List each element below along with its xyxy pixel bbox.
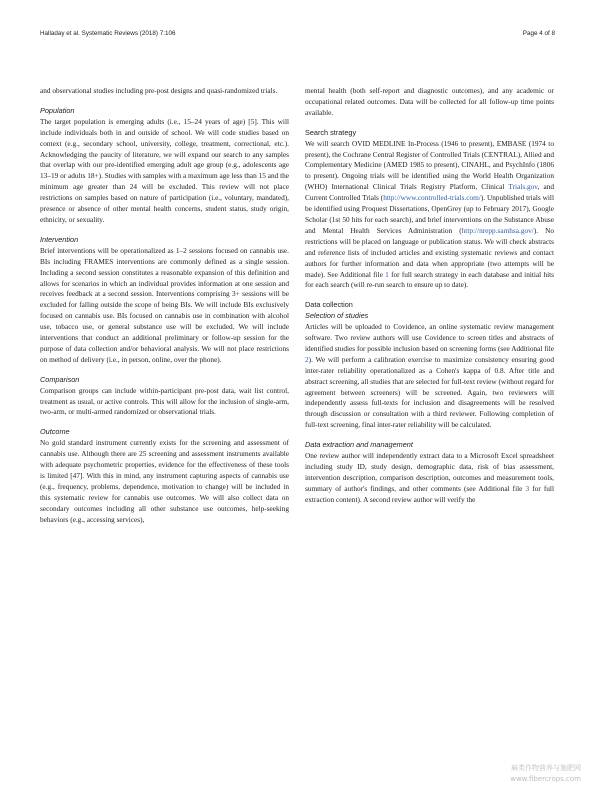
search-text: ). Unpublished trials will be identified using Proquest Dissertations, OpenGrey (up to February 2017), Google Scholar (1st 50 hits for each search), and brief interventions on the Substance Abuse and Mental Health Services Administration ( xyxy=(305,193,554,235)
search-paragraph xyxy=(305,139,554,292)
additional-file-1-link[interactable]: 1 xyxy=(385,269,389,279)
running-header: Halladay et al. Systematic Reviews (2018) 7:106 xyxy=(40,30,176,37)
samhsa-link[interactable]: http://nrepp.samhsa.gov/ xyxy=(461,225,534,235)
left-column xyxy=(40,86,289,535)
outcome-paragraph: No gold standard instrument currently exists for the screening and assessment of cannabis use. Although there are 25 screening and assessment instruments available with adequate psychometric properties, evidence for the effectiveness of these tools is limited [47]. With this in mind, any instrument capturing aspects of cannabis use (e.g., frequency, problems, dependence, motivation to change) will be included in this systematic review for cannabis use outcomes. We will also collect data on secondary outcomes including all other substance use outcomes, help-seeking behaviors (e.g., accessing services), xyxy=(40,438,289,524)
right-column xyxy=(305,86,554,515)
selection-heading: Selection of studies xyxy=(305,311,369,321)
intervention-paragraph: Brief interventions will be operationalized as 1–2 sessions focused on cannabis use. BIs including FRAMES interventions are commonly defined as a single session. Including a second session constitutes a reasonable expansion of this definition and allows for scenarios in which an individual provides information at one session and receives feedback at a second session. Interventions comprising 3+ sessions will be excluded for falling outside the scope of being BIs. We will include BIs exclusively focused on cannabis use. BIs focused on cannabis use in combination with alcohol use, tobacco use, or general substance use will be excluded. We will include interventions that conduct an additional preliminary or follow-up session for the purpose of data collection and/or behavioral analysis. We will not place restrictions on method of delivery (i.e., in person, online, over the phone). xyxy=(40,245,289,364)
population-heading: Population xyxy=(40,105,75,115)
comparison-paragraph: Comparison groups can include within-participant pre-post data, wait list control, treatment as usual, or active controls. This will allow for the inclusion of single-arm, two-arm, or multi-armed randomized or observational trials. xyxy=(40,385,289,417)
extraction-heading: Data extraction and management xyxy=(305,440,413,450)
extraction-text: One review author will independently extract data to a Microsoft Excel spreadsheet including study ID, study design, demographic data, risk of bias assessment, intervention description, comparison description, outcomes and measurement tools, summary of author's findings, and other comments (see Additional file xyxy=(305,451,554,493)
extraction-text: for full extraction content). A second review author will verify the xyxy=(305,483,554,504)
comparison-heading: Comparison xyxy=(40,374,80,384)
extraction-paragraph xyxy=(305,451,554,506)
selection-text: Articles will be uploaded to Covidence, an online systematic review management software. Two review authors will use Covidence to screen titles and abstracts of identified studies for possible inclusion based on screening forms (see Additional file xyxy=(305,322,554,353)
search-heading: Search strategy xyxy=(305,127,357,137)
additional-file-3-link[interactable]: 3 xyxy=(525,483,530,493)
continuation-paragraph: mental health (both self-report and diagnostic outcomes), and any academic or occupational related outcomes. Data will be collected for all follow-up time points available. xyxy=(305,86,554,117)
data-collection-heading: Data collection xyxy=(305,300,353,310)
population-paragraph: The target population is emerging adults (i.e., 15–24 years of age) [5]. This will include individuals both in and outside of school. We will code studies based on context (e.g., secondary school, university, college, treatment, correctional, etc.). Acknowledging the paucity of literature, we will expand our search to any samples that overlap with our pre-identified emerging adult age group (e.g., adolescents age 13–19 or adults 18+). Studies with samples with a maximum age less than 15 and the minimum age greater than 24 will be excluded. This review will not place restrictions on samples based on nature of participation (i.e., voluntary, mandated), presence or absence of other mental health concerns, student status, study origin, ethnicity, or sexuality. xyxy=(40,116,289,224)
selection-text: ). We will perform a calibration exercise to maximize consistency ensuring good inter-rater reliability operationalized as a Cohen's kappa of 0.8. After title and abstract screening, all studies that are selected for full-text review (without regard for agreement between screeners) will be screened. Again, two reviewers will independently assess full-texts for inclusion and disagreements will be resolved through discussion or consultation with a third reviewer. Following completion of full-text screening, final inter-rater reliability will be calculated. xyxy=(305,354,555,430)
search-text: for full search strategy in each database and initial hits for each search (will re-run search to ensure up to date). xyxy=(305,269,554,290)
watermark-line2: www.fibercrops.com xyxy=(510,775,581,783)
search-text: We will search OVID MEDLINE In-Process (1946 to present), EMBASE (1974 to present), the Cochrane Central Register of Controlled Trials (CENTRAL), Allied and Complementary Medicine (AMED 1985 to present), CINAHL, and PsychInfo (1806 to present). Ongoing trials will be identified using the World Health Organization (WHO) International Clinical Trials Registry Platform, Clinical xyxy=(305,138,554,192)
watermark-line1: 麻类作物营养与施肥网 xyxy=(511,764,581,772)
page-number: Page 4 of 8 xyxy=(522,30,555,37)
outcome-heading: Outcome xyxy=(40,427,70,437)
intro-paragraph: and observational studies including pre-post designs and quasi-randomized trials. xyxy=(40,86,278,95)
search-text: , and Current Controlled Trials ( xyxy=(305,182,554,203)
intervention-heading: Intervention xyxy=(40,234,79,244)
selection-paragraph xyxy=(305,322,554,431)
trials-gov-link[interactable]: Trials.gov xyxy=(508,182,538,192)
additional-file-2-link[interactable]: 2 xyxy=(305,354,309,364)
search-text: ). No restrictions will be placed on language or publication status. We will check abstracts and reference lists of included articles and existing systematic reviews and contact authors for further information and data when appropriate (two attempts will be made). See Additional file xyxy=(305,225,554,279)
controlled-trials-link[interactable]: http://www.controlled-trials.com/ xyxy=(383,193,481,203)
